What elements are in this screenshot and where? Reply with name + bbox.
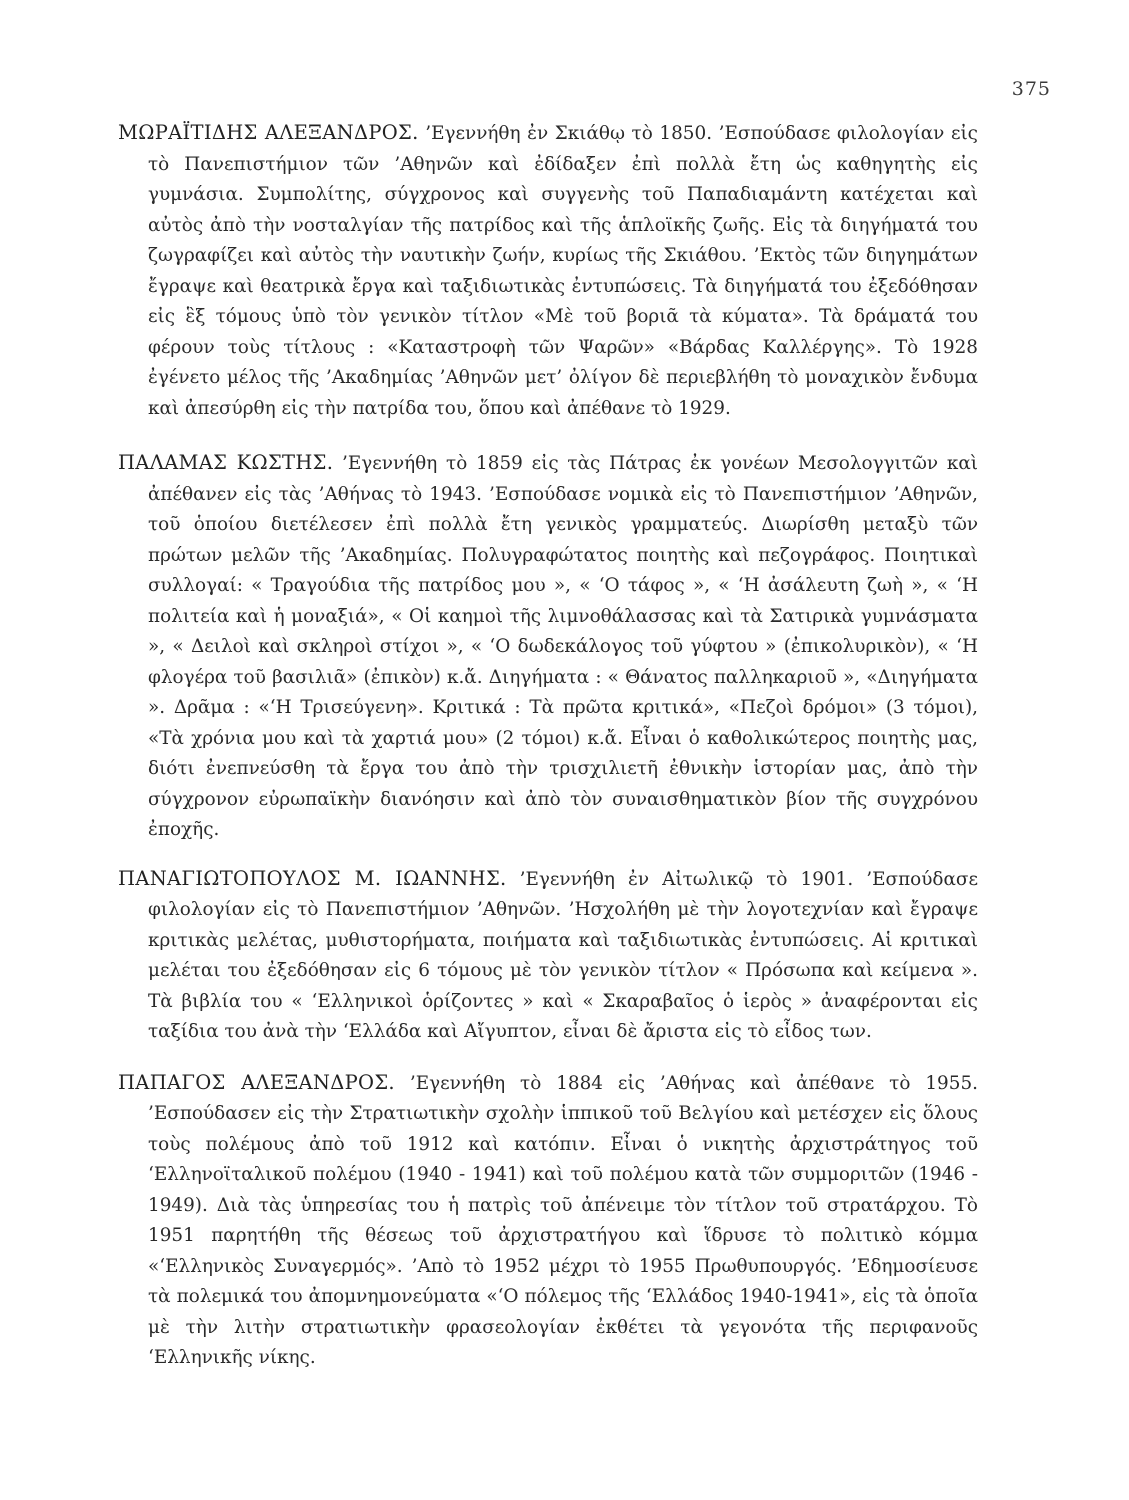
- entry-palamas: [118, 448, 978, 846]
- entry-moraitidis: [118, 118, 978, 424]
- entry-name: ΜΩΡΑΪΤΙΔΗΣ ΑΛΕΞΑΝΔΡΟΣ.: [118, 121, 419, 144]
- entry-text: ’Εγεννήθη τὸ 1884 εἰς ’Αθήνας καὶ ἀπέθανε τὸ 1955. ’Εσπούδασεν εἰς τὴν Στρατιωτικὴν σχολὴν ἱππικοῦ τοῦ Βελγίου καὶ μετέσχεν εἰς ὅλους τοὺς πολέμους ἀπὸ τοῦ 1912 καὶ κατόπιν. Εἶναι ὁ νικητὴς ἀρχιστράτηγος τοῦ ‘Ελληνοϊταλικοῦ πολέμου (1940 - 1941) καὶ τοῦ πολέμου κατὰ τῶν συμμοριτῶν (1946 - 1949). Διὰ τὰς ὑπηρεσίας του ἡ πατρὶς τοῦ ἀπένειμε τὸν τίτλον τοῦ στρατάρχου. Τὸ 1951 παρητήθη τῆς θέσεως τοῦ ἀρχιστρατήγου καὶ ἵδρυσε τὸ πολιτικὸ κόμμα «‘Ελληνικὸς Συναγερμός». ’Απὸ τὸ 1952 μέχρι τὸ 1955 Πρωθυπουργός. ’Εδημοσίευσε τὰ πολεμικά του ἀπομνημονεύματα «‘Ο πόλεμος τῆς ‘Ελλάδος 1940-1941», εἰς τὰ ὁποῖα μὲ τὴν λιτὴν στρατιωτικὴν φρασεολογίαν ἐκθέτει τὰ γεγονότα τῆς περιφανοῦς ‘Ελληνικῆς νίκης.: [148, 1072, 978, 1368]
- entry-name: ΠΑΠΑΓΟΣ ΑΛΕΞΑΝΔΡΟΣ.: [118, 1070, 395, 1094]
- entry-papagos: [118, 1068, 978, 1374]
- entry-text: ’Εγεννήθη τὸ 1859 εἰς τὰς Πάτρας ἐκ γονέων Μεσολογγιτῶν καὶ ἀπέθανεν εἰς τὰς ’Αθήνας τὸ 1943. ’Εσπούδασε νομικὰ εἰς τὸ Πανεπιστήμιον ’Αθηνῶν, τοῦ ὁποίου διετέλεσεν ἐπὶ πολλὰ ἔτη γενικὸς γραμματεύς. Διωρίσθη μεταξὺ τῶν πρώτων μελῶν τῆς ’Ακαδημίας. Πολυγραφώτατος ποιητὴς καὶ πεζογράφος. Ποιητικαὶ συλλογαί: « Τραγούδια τῆς πατρίδος μου », « ‘Ο τάφος », « ‘Η ἀσάλευτη ζωὴ », « ‘Η πολιτεία καὶ ἡ μοναξιά», « Οἱ καημοὶ τῆς λιμνοθάλασσας καὶ τὰ Σατιρικὰ γυμνάσματα », « Δειλοὶ καὶ σκληροὶ στίχοι », « ‘Ο δωδεκάλογος τοῦ γύφτου » (ἐπικολυρικὸν), « ‘Η φλογέρα τοῦ βασιλιᾶ» (ἐπικὸν) κ.ἄ. Διηγήματα : « Θάνατος παλληκαριοῦ », «Διηγήματα ». Δρᾶμα : «‘Η Τρισεύγενη». Κριτικά : Τὰ πρῶτα κριτικά», «Πεζοὶ δρόμοι» (3 τόμοι), «Τὰ χρόνια μου καὶ τὰ χαρτιά μου» (2 τόμοι) κ.ἄ. Εἶναι ὁ καθολικώτερος ποιητὴς μας, διότι ἐνεπνεύσθη τὰ ἔργα του ἀπὸ τὴν τρισχιλιετῆ ἐθνικὴν ἱστορίαν μας, ἀπὸ τὴν σύγχρονον εὐρωπαϊκὴν διανόησιν καὶ ἀπὸ τὸν συναισθηματικὸν βίον τῆς συγχρόνου ἐποχῆς.: [148, 453, 979, 840]
- entry-text: ’Εγεννήθη ἐν Σκιάθῳ τὸ 1850. ’Εσπούδασε φιλολογίαν εἰς τὸ Πανεπιστήμιον τῶν ’Αθηνῶν καὶ ἐδίδαξεν ἐπὶ πολλὰ ἔτη ὡς καθηγητὴς εἰς γυμνάσια. Συμπολίτης, σύγχρονος καὶ συγγενὴς τοῦ Παπαδιαμάντη κατέχεται καὶ αὐτὸς ἀπὸ τὴν νοσταλγίαν τῆς πατρίδος καὶ τῆς ἁπλοϊκῆς ζωῆς. Εἰς τὰ διηγήματά του ζωγραφίζει καὶ αὐτὸς τὴν ναυτικὴν ζωήν, κυρίως τῆς Σκιάθου. ’Εκτὸς τῶν διηγημάτων ἔγραψε καὶ θεατρικὰ ἔργα καὶ ταξιδιωτικὰς ἐντυπώσεις. Τὰ διηγήματά του ἐξεδόθησαν εἰς ἓξ τόμους ὑπὸ τὸν γενικὸν τίτλον «Μὲ τοῦ βοριᾶ τὰ κύματα». Τὰ δράματά του φέρουν τοὺς τίτλους : «Καταστροφὴ τῶν Ψαρῶν» «Βάρδας Καλλέργης». Τὸ 1928 ἐγένετο μέλος τῆς ’Ακαδημίας ’Αθηνῶν μετ’ ὀλίγον δὲ περιεβλήθη τὸ μοναχικὸν ἔνδυμα καὶ ἀπεσύρθη εἰς τὴν πατρίδα του, ὅπου καὶ ἀπέθανε τὸ 1929.: [148, 123, 978, 419]
- page-number: 375: [1011, 78, 1051, 100]
- entry-name: ΠΑΝΑΓΙΩΤΟΠΟΥΛΟΣ Μ. ΙΩΑΝΝΗΣ.: [118, 866, 507, 890]
- page-content: [118, 118, 978, 1398]
- entry-name: ΠΑΛΑΜΑΣ ΚΩΣΤΗΣ.: [118, 451, 334, 474]
- entry-text: ’Εγεννήθη ἐν Αἰτωλικῷ τὸ 1901. ’Εσπούδασε φιλολογίαν εἰς τὸ Πανεπιστήμιον ’Αθηνῶν. ’Ησχολήθη μὲ τὴν λογοτεχνίαν καὶ ἔγραψε κριτικὰς μελέτας, μυθιστορήματα, ποιήματα καὶ ταξιδιωτικὰς ἐντυπώσεις. Αἱ κριτικαὶ μελέται του ἐξεδόθησαν εἰς 6 τόμους μὲ τὸν γενικὸν τίτλον « Πρόσωπα καὶ κείμενα ». Τὰ βιβλία του « ‘Ελληνικοὶ ὁρίζοντες » καὶ « Σκαραβαῖος ὁ ἱερὸς » ἀναφέρονται εἰς ταξίδια του ἀνὰ τὴν ‘Ελλάδα καὶ Αἴγυπτον, εἶναι δὲ ἄριστα εἰς τὸ εἶδος των.: [148, 868, 978, 1042]
- entry-panagiotopoulos: [118, 864, 978, 1048]
